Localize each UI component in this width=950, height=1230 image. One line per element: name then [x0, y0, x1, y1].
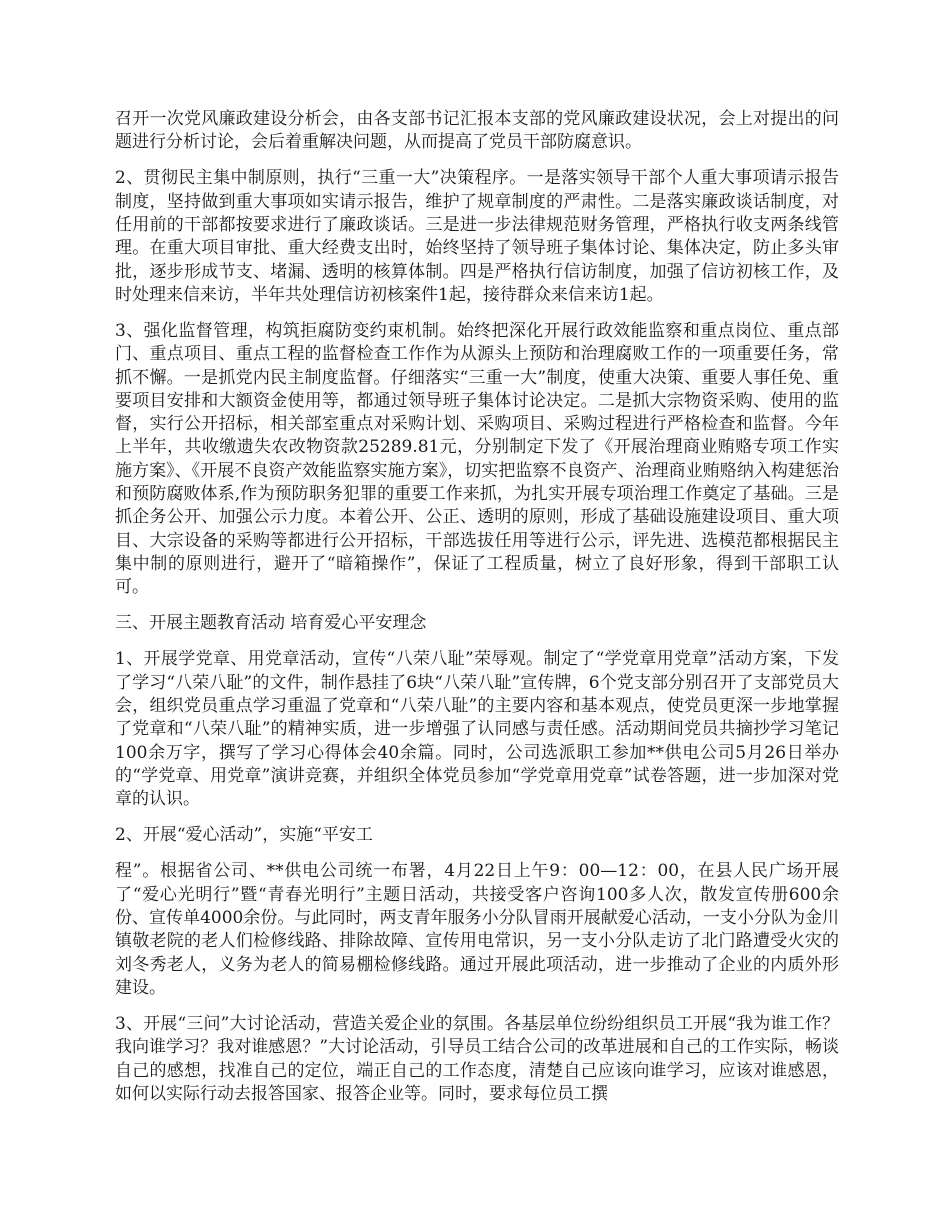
paragraph-supervision-management: 3、强化监督管理，构筑拒腐防变约束机制。始终把深化开展行政效能监察和重点岗位、重点部门、重点项目、重点工程的监督检查工作作为从源头上预防和治理腐败工作的一项重要任务，常抓不懈。一是抓党内民主制度监督。仔细落实“三重一大”制度，使重大决策、重要人事任免、重要项目安排和大额资金使用等，都通过领导班子集体讨论决定。二是抓大宗物资采购、使用的监督，实行公开招标，相关部室重点对采购计划、采购项目、采购过程进行严格检查和监督。今年上半年，共收缴遗失农改物资款25289.81元，分别制定下发了《开展治理商业贿赂专项工作实施方案》、《开展不良资产效能监察实施方案》，切实把监察不良资产、治理商业贿赂纳入构建惩治和预防腐败体系,作为预防职务犯罪的重要工作来抓，为扎实开展专项治理工作奠定了基础。三是抓企务公开、加强公示力度。本着公开、公正、透明的原则，形成了基础设施建设项目、重大项目、大宗设备的采购等都进行公开招标，干部选拔任用等进行公示，评先进、选模范都根据民主集中制的原则进行，避开了“暗箱操作”，保证了工程质量，树立了良好形象，得到干部职工认可。 [115, 320, 839, 598]
section-heading-three: 三、开展主题教育活动 培育爱心平安理念 [115, 613, 427, 634]
paragraph-democratic-centralism: 2、贯彻民主集中制原则，执行“三重一大”决策程序。一是落实领导干部个人重大事项请示报告制度，坚持做到重大事项如实请示报告，维护了规章制度的严肃性。二是落实廉政谈话制度，对任用前的干部都按要求进行了廉政谈话。三是进一步法律规范财务管理，严格执行收支两条线管理。在重大项目审批、重大经费支出时，始终坚持了领导班子集体讨论、集体决定，防止多头审批，逐步形成节支、堵漏、透明的核算体制。四是严格执行信访制度，加强了信访初核工作，及时处理来信来访，半年共处理信访初核案件1起，接待群众来信来访1起。 [115, 168, 839, 305]
paragraph-love-activity-body: 程”。根据省公司、**供电公司统一布署，4月22日上午9：00—12：00，在县人民广场开展了“爱心光明行”暨“青春光明行”主题日活动，共接受客户咨询100多人次，散发宣传册600余份、宣传单4000余份。与此同时，两支青年服务小分队冒雨开展献爱心活动，一支小分队为金川镇敬老院的老人们检修线路、排除故障、宣传用电常识，另一支小分队走访了北门路遭受火灾的刘冬秀老人，义务为老人的简易棚检修线路。通过开展此项活动，进一步推动了企业的内质外形建设。 [115, 861, 839, 998]
paragraph-supervision-meeting: 召开一次党风廉政建设分析会，由各支部书记汇报本支部的党风廉政建设状况，会上对提出的问题进行分析讨论，会后着重解决问题，从而提高了党员干部防腐意识。 [115, 109, 839, 153]
paragraph-three-questions: 3、开展“三问”大讨论活动，营造关爱企业的氛围。各基层单位纷纷组织员工开展“我为谁工作？我向谁学习？我对谁感恩？”大讨论活动，引导员工结合公司的改革进展和自己的工作实际，畅谈自己的感想，找准自己的定位，端正自己的工作态度，清楚自己应该向谁学习，应该对谁感恩，如何以实际行动去报答国家、报答企业等。同时，要求每位员工撰 [115, 1013, 839, 1104]
paragraph-love-activity-title: 2、开展“爱心活动”，实施“平安工 [115, 825, 373, 846]
paragraph-party-constitution: 1、开展学党章、用党章活动，宣传“八荣八耻”荣辱观。制定了“学党章用党章”活动方案，下发了学习“八荣八耻”的文件，制作悬挂了6块“八荣八耻”宣传牌，6个党支部分别召开了支部党员大会，组织党员重点学习重温了党章和“八荣八耻”的主要内容和基本观点，使党员更深一步地掌握了党章和“八荣八耻”的精神实质，进一步增强了认同感与责任感。活动期间党员共摘抄学习笔记100余万字，撰写了学习心得体会40余篇。同时，公司选派职工参加**供电公司5月26日举办的“学党章、用党章”演讲竞赛，并组织全体党员参加“学党章用党章”试卷答题，进一步加深对党章的认识。 [115, 649, 839, 810]
document-page [115, 108, 839, 1119]
